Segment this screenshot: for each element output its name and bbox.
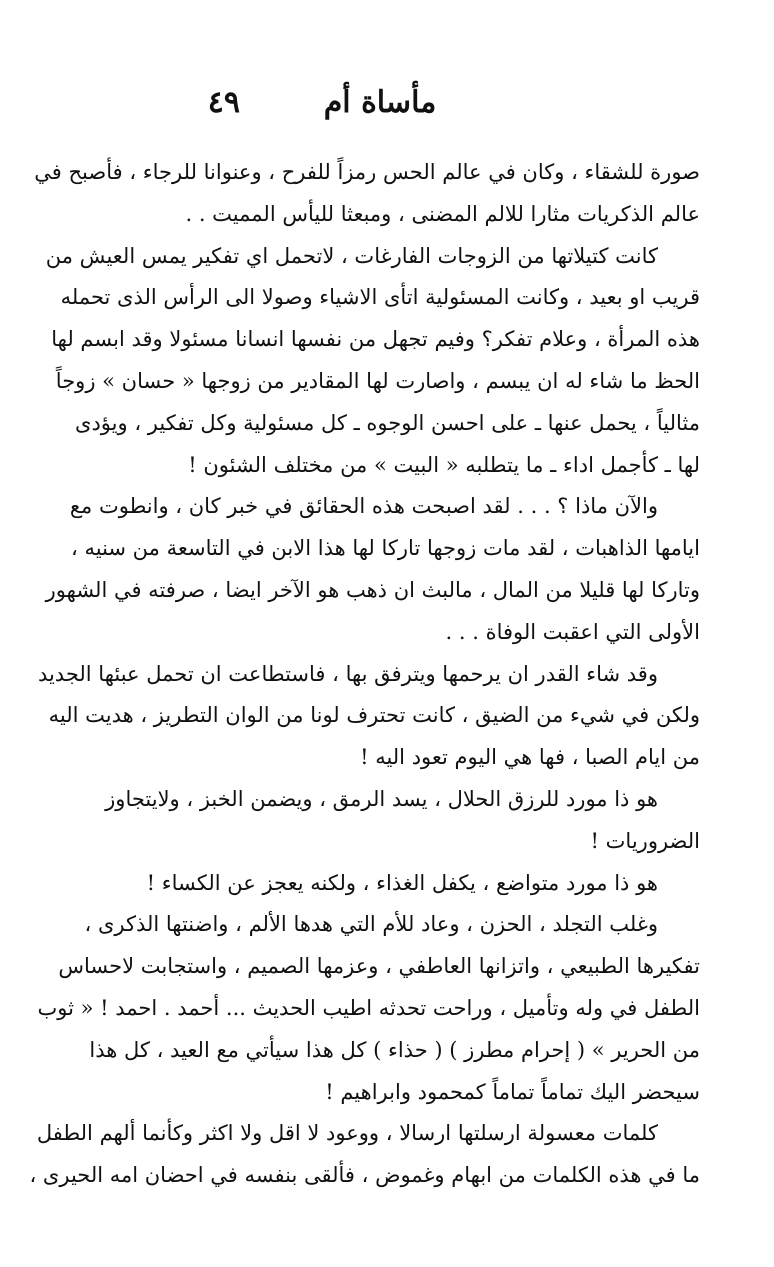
text-line: لها ـ كأجمل اداء ـ ما يتطلبه « البيت » من مختلف الشئون !	[188, 452, 700, 477]
text-line: سيحضر اليك تماماً تماماً كمحمود وابراهيم !	[325, 1079, 700, 1104]
text-line: مثالياً ، يحمل عنها ـ على احسن الوجوه ـ كل مسئولية وكل تفكير ، ويؤدى	[75, 410, 700, 435]
text-line: هذه المرأة ، وعلام تفكر؟ وفيم تجهل من نفسها انسانا مسئولا وقد ابسم لها	[51, 327, 700, 352]
text-line: ايامها الذاهبات ، لقد مات زوجها تاركا لها هذا الابن في التاسعة من سنيه ،	[71, 536, 700, 561]
page-header	[120, 80, 680, 126]
text-line: صورة للشقاء ، وكان في عالم الحس رمزاً للفرح ، وعنوانا للرجاء ، فأصبح في	[34, 160, 700, 184]
text-line: من الحرير » ( إحرام مطرز ) ( حذاء ) كل هذا سيأتي مع العيد ، كل هذا	[89, 1037, 700, 1062]
body-text	[29, 152, 700, 1197]
text-line: هو ذا مورد للرزق الحلال ، يسد الرمق ، ويضمن الخبز ، ولايتجاوز	[105, 786, 658, 811]
text-line: تفكيرها الطبيعي ، واتزانها العاطفي ، وعزمها الصميم ، واستجابت لاحساس	[58, 954, 700, 979]
text-line: ما في هذه الكلمات من ابهام وغموض ، فألقى بنفسه في احضان امه الحيرى ،	[29, 1163, 700, 1188]
text-line: الحظ ما شاء له ان يبسم ، واصارت لها المقادير من زوجها « حسان » زوجاً	[55, 368, 700, 393]
text-line: وقد شاء القدر ان يرحمها ويترفق بها ، فاستطاعت ان تحمل عبئها الجديد	[37, 661, 658, 686]
text-line: الطفل في وله وتأميل ، وراحت تحدثه اطيب الحديث ... أحمد . احمد ! « ثوب	[37, 995, 700, 1020]
page-number: ٤٩	[207, 85, 240, 120]
text-line: عالم الذكريات مثارا للالم المضنى ، ومبعثا لليأس المميت . .	[185, 201, 700, 226]
text-line: الأولى التي اعقبت الوفاة . . .	[445, 619, 700, 644]
text-line: قريب او بعيد ، وكانت المسئولية اتأى الاشياء وصولا الى الرأس الذى تحمله	[60, 285, 700, 310]
text-line: وغلب التجلد ، الحزن ، وعاد للأم التي هدها الألم ، واضنتها الذكرى ،	[84, 912, 658, 937]
text-line: وتاركا لها قليلا من المال ، مالبث ان ذهب هو الآخر ايضا ، صرفته في الشهور	[45, 577, 700, 602]
text-line: ولكن في شيء من الضيق ، كانت تحترف لونا من الوان التطريز ، هديت اليه	[48, 703, 700, 728]
text-line: كلمات معسولة ارسلتها ارسالا ، ووعود لا اقل ولا اكثر وكأنما ألهم الطفل	[36, 1121, 658, 1146]
text-line: من ايام الصبا ، فها هي اليوم تعود اليه !	[360, 745, 700, 770]
running-title: مأساة أم	[323, 85, 437, 120]
text-line: الضروريات !	[590, 828, 700, 853]
text-line: هو ذا مورد متواضع ، يكفل الغذاء ، ولكنه يعجز عن الكساء !	[146, 870, 658, 895]
text-line: كانت كتيلاتها من الزوجات الفارغات ، لاتحمل اي تفكير يمس العيش من	[45, 243, 658, 268]
text-line: والآن ماذا ؟ . . . لقد اصبحت هذه الحقائق في خبر كان ، وانطوت مع	[69, 494, 658, 519]
